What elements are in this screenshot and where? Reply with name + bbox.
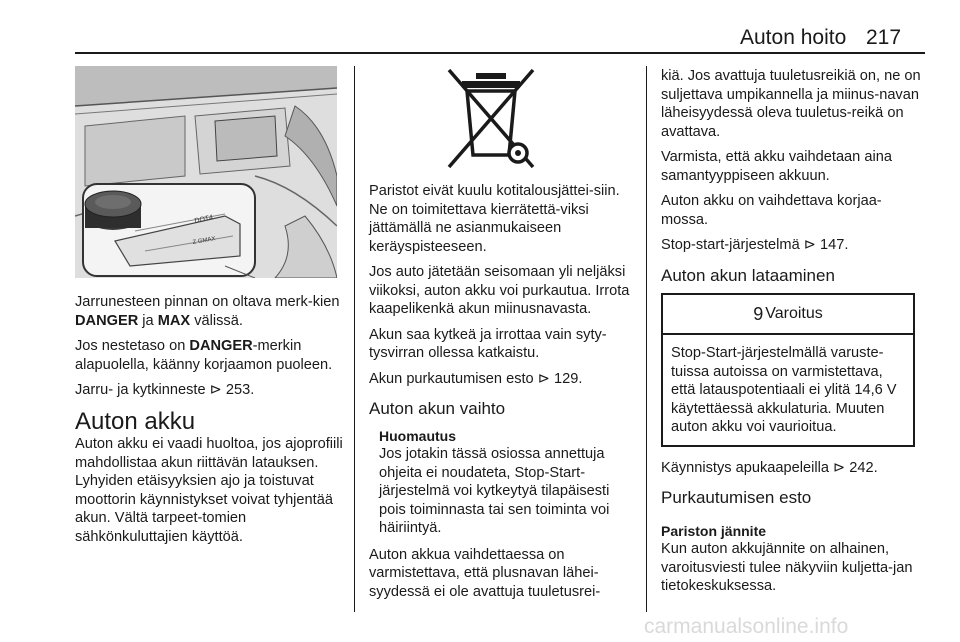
battery-maintenance-paragraph: Auton akku ei vaadi huoltoa, jos ajoprofiili mahdollistaa akun riittävän latauksen. Lyhyiden etäisyyksien ajo ja toistuvat moottorin käynnistykset voivat tyhjentää akun. Vältä tarpeet‐tomien sähkönkuluttajien käyttöä. (75, 436, 343, 545)
vent-holes-paragraph: kiä. Jos avattuja tuuletusreikiä on, ne on suljettava umpikannella ja miinus‐navan läheisyydessä oleva tuuletus‐reikä on avattava. (661, 68, 921, 140)
column-divider-1 (354, 66, 355, 612)
jump-start-reference: Käynnistys apukaapeleilla ⊳ 242. (661, 459, 878, 476)
stop-start-reference: Stop-start-järjestelmä ⊳ 147. (661, 237, 849, 253)
section-heading-battery: Auton akku (75, 407, 196, 435)
battery-discharge-paragraph: Jos auto jätetään seisomaan yli neljäksi viikoksi, auton akku voi purkautua. Irrota kaapelikenkä akun miinusnavasta. (369, 264, 630, 317)
column-divider-2 (646, 66, 647, 612)
column-2 (369, 182, 635, 608)
page-number: 217 (866, 26, 902, 49)
brake-fluid-level-paragraph: Jarrunesteen pinnan on oltava merk‐kien DANGER ja MAX välissä. (75, 294, 340, 329)
replacement-paragraph: Auton akkua vaihdettaessa on varmistettava, että plusnavan lähei‐syydessä ei ole avattuja tuuletusrei‐ (369, 546, 601, 600)
low-voltage-paragraph: Kun auton akkujännite on alhainen, varoitusviesti tulee näkyviin kuljetta‐jan tietokeskuksessa. (661, 541, 913, 594)
crossed-out-bin-icon (446, 67, 536, 171)
section-heading-battery-replacement: Auton akun vaihto (369, 399, 506, 418)
brake-fluid-reference: Jarru- ja kytkinneste ⊳ 253. (75, 382, 255, 398)
warning-icon: 9 (753, 303, 764, 324)
reservoir-label-max: Z GMAX (192, 236, 217, 246)
column-3 (661, 67, 927, 603)
note-title: Huomautus (379, 427, 456, 444)
column-1 (75, 293, 345, 553)
reservoir-label-dot4: DOT4 (193, 214, 214, 225)
header-rule (75, 52, 925, 54)
brake-fluid-reservoir-illustration (75, 66, 337, 278)
workshop-paragraph: Auton akku on vaihdettava korjaa‐mossa. (661, 193, 882, 228)
note-box (379, 427, 635, 538)
page-header-title: Auton hoito (740, 26, 847, 49)
section-heading-battery-charging: Auton akun lataaminen (661, 265, 835, 285)
subheading-battery-voltage: Pariston jännite (661, 522, 767, 539)
low-level-paragraph: Jos nestetaso on DANGER-merkin alapuolella, käänny korjaamon puoleen. (75, 338, 333, 373)
warning-box (661, 293, 915, 447)
warning-header (663, 295, 913, 335)
note-text: Jos jotakin tässä osiossa annettuja ohjeita ei noudateta, Stop-Start-järjestelmä voi kytkeytyä tilapäisesti pois toiminnasta tai sen toiminta voi häiriintyä. (379, 446, 610, 536)
watermark: carmanualsonline.info (644, 615, 849, 638)
warning-title: Varoitus (765, 304, 823, 322)
section-heading-discharge-protection: Purkautumisen esto (661, 488, 812, 507)
ignition-off-paragraph: Akun saa kytkeä ja irrottaa vain syty‐tysvirran ollessa katkaistu. (369, 326, 607, 361)
discharge-protection-reference: Akun purkautumisen esto ⊳ 129. (369, 370, 583, 387)
same-type-paragraph: Varmista, että akku vaihdetaan aina samantyyppiseen akkuun. (661, 149, 892, 184)
warning-text: Stop-Start-järjestelmällä varuste‐tuissa autoissa on varmistettava, että latauspotentiaali ei ylitä 14,6 V käytettäessä akkulaturia. Muuten auton akku voi vaurioitua. (671, 345, 897, 435)
battery-disposal-paragraph: Paristot eivät kuulu kotitalousjättei‐siin. Ne on toimitettava kierrätettä‐viksi jättämällä ne asianmukaiseen keräyspisteeseen. (369, 183, 620, 255)
